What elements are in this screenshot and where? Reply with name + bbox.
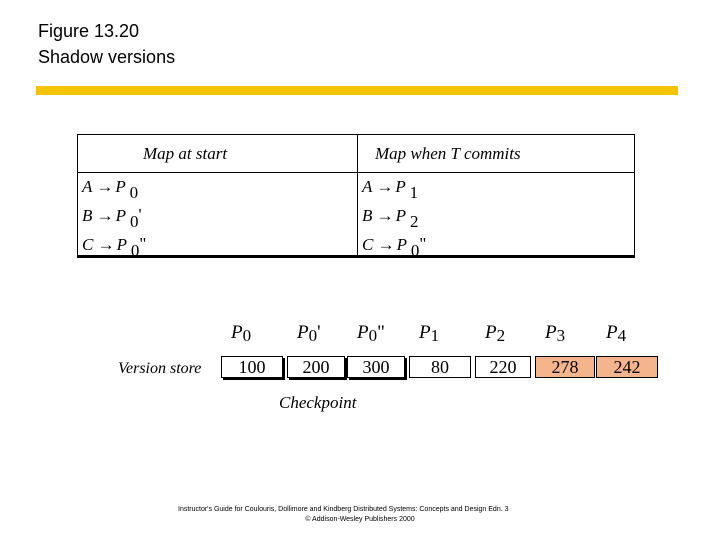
entry-sub: 0 [410,241,420,260]
entry-page: P [115,206,130,225]
entry-page: P [115,177,130,196]
entry-sub: 1 [409,183,419,202]
figure-number: Figure 13.20 [38,21,140,41]
column-head-subscript: 4 [617,326,627,345]
entry-sub: 0 [130,241,140,260]
column-head-letter: P [297,322,309,343]
column-head-subscript: 1 [430,326,440,345]
version-store-cell: 100 [221,356,283,378]
map-start-entry [82,205,142,231]
column-head-subscript: 3 [556,326,566,345]
entry-prime: " [139,234,147,253]
version-column-head [231,322,251,346]
footer-credit: Instructor's Guide for Coulouris, Dollimore and Kindberg Distributed Systems: Concepts and Design Edn. 3 [178,506,509,513]
column-head-subscript: 0 [308,326,318,345]
map-table [77,134,635,258]
entry-arrow: → [376,206,394,225]
entry-page: P [395,206,410,225]
column-head-subscript: 2 [496,326,506,345]
column-head-letter: P [606,322,618,343]
column-head-letter: P [231,322,243,343]
version-store-cell: 200 [287,356,345,378]
entry-arrow: → [377,235,395,254]
version-column-head [606,322,626,346]
map-start-entry [82,234,147,260]
map-commit-entry [362,177,419,202]
column-head-prime: " [377,322,385,343]
entry-page: P [116,235,131,254]
entry-page: P [396,235,411,254]
entry-sub: 0 [129,212,139,231]
entry-obj: A [82,177,97,196]
column-head-subscript: 0 [242,326,252,345]
version-column-head [545,322,565,346]
version-store-cell: 242 [596,356,658,378]
version-column-head [297,322,321,346]
version-store-cell: 278 [535,356,595,378]
version-store-cell: 220 [475,356,531,378]
entry-prime: " [419,234,427,253]
entry-sub: 0 [129,183,139,202]
map-commit-entry [362,234,427,260]
column-head-letter: P [419,322,431,343]
map-start-header: Map at start [143,144,228,163]
map-commit-entry [362,206,419,231]
entry-obj: C [82,235,98,254]
entry-arrow: → [97,235,115,254]
figure-caption: Shadow versions [38,47,176,67]
version-store-cell: 80 [409,356,471,378]
map-table-bottom-edge [77,255,635,258]
accent-bar [36,86,678,95]
map-commit-header: Map when T commits [375,144,521,163]
column-head-letter: P [357,322,369,343]
column-head-subscript: 0 [368,326,378,345]
footer-copyright: © Addison-Wesley Publishers 2000 [305,516,415,523]
entry-obj: C [362,235,378,254]
version-column-head [357,322,385,346]
entry-arrow: → [96,177,114,196]
column-head-prime: ' [317,322,321,343]
map-column-divider [357,134,358,258]
version-store-cell: 300 [347,356,405,378]
column-head-letter: P [545,322,557,343]
entry-arrow: → [96,206,114,225]
version-column-head [419,322,439,346]
entry-obj: B [362,206,377,225]
checkpoint-label: Checkpoint [279,393,357,412]
entry-sub: 2 [409,212,419,231]
map-table-body [77,173,635,255]
version-column-head [485,322,505,346]
entry-prime: ' [138,205,142,224]
entry-arrow: → [376,177,394,196]
version-store-label: Version store [118,360,202,377]
column-head-letter: P [485,322,497,343]
entry-obj: A [362,177,377,196]
entry-obj: B [82,206,97,225]
map-start-entry [82,177,139,202]
entry-page: P [395,177,410,196]
